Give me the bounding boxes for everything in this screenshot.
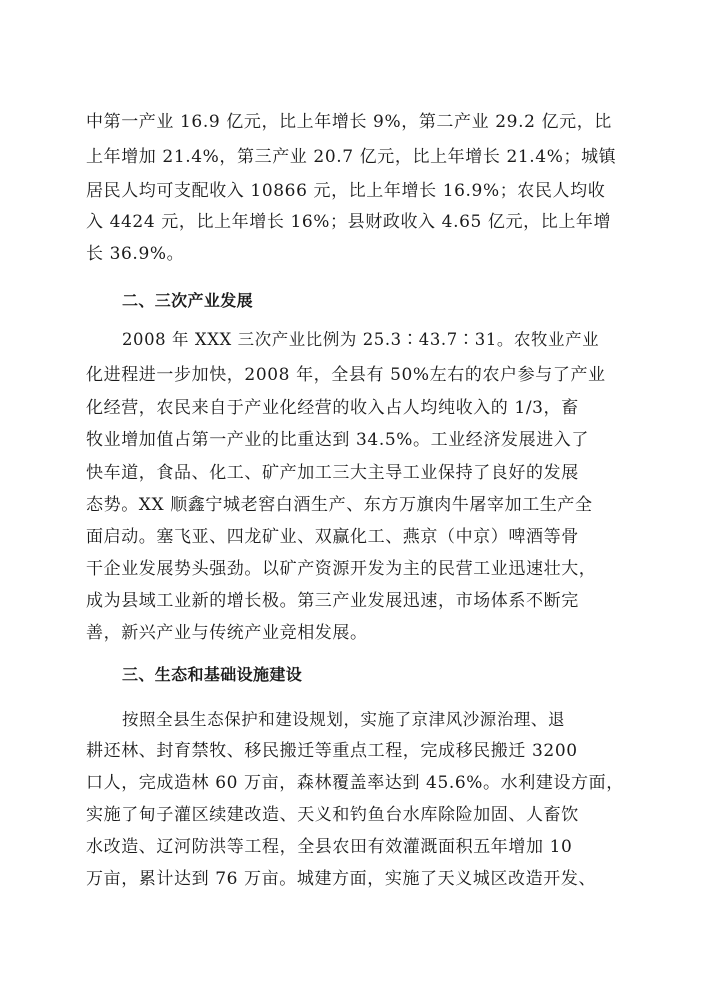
section-2-line-5: 快车道，食品、化工、矿产加工三大主导工业保持了良好的发展 (86, 463, 579, 483)
paragraph-1-line-4: 入 4424 元，比上年增长 16%；县财政收入 4.65 亿元，比上年增 (86, 212, 612, 232)
section-3-line-4: 实施了甸子灌区续建改造、天义和钓鱼台水库除险加固、人畜饮 (86, 805, 579, 825)
section-2-heading: 二、三次产业发展 (122, 291, 253, 310)
section-3-line-5: 水改造、辽河防洪等工程，全县农田有效灌溉面积五年增加 10 (86, 837, 573, 857)
section-2-line-8: 干企业发展势头强劲。以矿产资源开发为主的民营工业迅速壮大， (86, 559, 597, 579)
section-2-line-9: 成为县域工业新的增长极。第三产业发展迅速，市场体系不断完 (86, 591, 579, 611)
section-2-line-6: 态势。XX 顺鑫宁城老窖白酒生产、东方万旗肉牛屠宰加工生产全 (86, 495, 593, 515)
section-3-heading: 三、生态和基础设施建设 (122, 665, 303, 684)
paragraph-1-line-5: 长 36.9%。 (86, 244, 185, 264)
section-2-line-10: 善，新兴产业与传统产业竞相发展。 (86, 623, 368, 643)
section-3-line-3: 口人，完成造林 60 万亩，森林覆盖率达到 45.6%。水利建设方面， (86, 773, 624, 793)
paragraph-1-line-1: 中第一产业 16.9 亿元，比上年增长 9%，第二产业 29.2 亿元，比 (86, 112, 612, 132)
section-2-line-2: 化进程进一步加快，2008 年，全县有 50%左右的农户参与了产业 (86, 365, 606, 385)
paragraph-1-line-3: 居民人均可支配收入 10866 元，比上年增长 16.9%；农民人均收 (86, 181, 606, 201)
section-2-line-7: 面启动。塞飞亚、四龙矿业、双赢化工、燕京（中京）啤酒等骨 (86, 527, 579, 547)
section-2-line-1: 2008 年 XXX 三次产业比例为 25.3∶43.7∶31。农牧业产业 (122, 330, 600, 349)
section-3-line-2: 耕还林、封育禁牧、移民搬迁等重点工程，完成移民搬迁 3200 (86, 741, 578, 761)
section-3-line-1: 按照全县生态保护和建设规划，实施了京津风沙源治理、退 (122, 710, 565, 729)
section-2-line-4: 牧业增加值占第一产业的比重达到 34.5%。工业经济发展进入了 (86, 430, 590, 450)
section-3-line-6: 万亩，累计达到 76 万亩。城建方面，实施了天义城区改造开发、 (86, 869, 597, 889)
section-2-line-3: 化经营，农民来自于产业化经营的收入占人均纯收入的 1/3，畜 (86, 398, 579, 418)
paragraph-1-line-2: 上年增加 21.4%，第三产业 20.7 亿元，比上年增长 21.4%；城镇 (86, 147, 617, 167)
